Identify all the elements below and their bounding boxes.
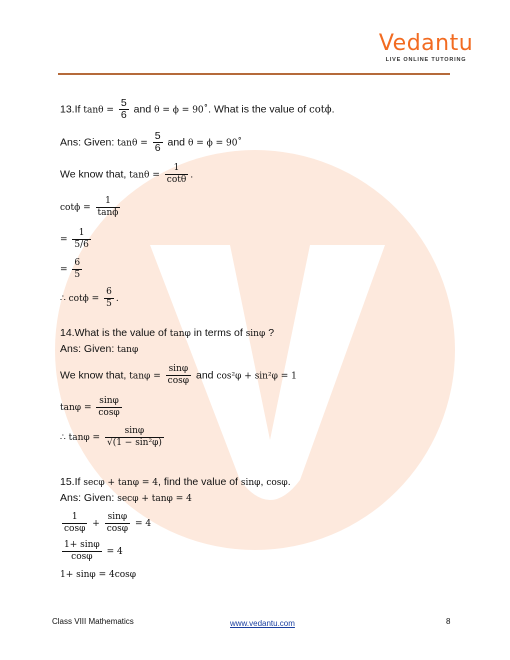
q14-k-den: cosφ [167, 376, 190, 386]
q14-given: tanφ [117, 345, 139, 355]
q14-answer-label: Ans: Given: [60, 343, 115, 355]
q13-s2-num: 1 [78, 228, 85, 238]
footer-website-link[interactable]: www.vedantu.com [230, 619, 295, 628]
q15-s1-b-num: sinφ [107, 512, 128, 522]
q14-s2-den: √(1 − sin²φ) [106, 438, 162, 448]
q13-s1-num: 1 [105, 196, 111, 206]
q14-question [60, 327, 274, 340]
q13-ans-and: and [167, 136, 186, 149]
q14-tan: tanφ [169, 329, 191, 339]
q13-ans-num: 5 [154, 130, 161, 142]
q13-num: 5 [120, 97, 127, 109]
q13-answer-given [60, 131, 242, 154]
header-rule [58, 73, 450, 75]
q13-s2-den: 5/6 [74, 240, 89, 250]
q13-know-eq: tanθ = [129, 170, 160, 181]
q14-s1-num: sinφ [99, 396, 119, 406]
q15-step-2 [60, 540, 123, 563]
q13-ask: . What is the value of [208, 103, 307, 116]
q13-know: We know that, tanθ = $\frac{1}{\cot\theta}$ . [60, 163, 194, 185]
q15-given: secφ + tanφ = 4 [117, 494, 192, 504]
know-label: We know that, [60, 168, 127, 181]
vedantu-logo [372, 32, 480, 63]
q13-step-1 [60, 196, 122, 219]
q14-k-lhs: tanφ = [129, 371, 161, 382]
q13-s3-den: 5 [74, 270, 81, 280]
q15-eq: secφ + tanφ = 4 [83, 478, 158, 488]
q13-question [60, 98, 335, 121]
q15-end: . [287, 476, 291, 488]
q15-s2-rhs: = 4 [106, 547, 123, 557]
q15-mid: , find the value of [157, 476, 238, 488]
q14-s2-fraction [105, 426, 164, 449]
q15-s2-fraction [62, 540, 102, 563]
q13-know-num: 1 [173, 163, 180, 173]
q13-s4-num: 6 [106, 287, 112, 297]
q13-number: 13.If [60, 103, 81, 116]
q13-s4-dot: . [115, 294, 119, 304]
q14-mid: in terms of [193, 327, 243, 339]
q14-and: and [195, 369, 214, 382]
footer-class-label: Class VIII Mathematics [52, 617, 134, 626]
q13-s3-fraction [72, 258, 82, 281]
q15-s1-rhs: = 4 [134, 519, 152, 529]
q14-identity: cos²φ + sin²φ = 1 [216, 371, 297, 382]
q13-s3-lhs: = [60, 265, 68, 275]
footer-link-wrap [230, 619, 295, 628]
q15-answer-label: Ans: Given: [60, 492, 115, 504]
q13-conclusion [60, 287, 119, 310]
q13-s4-den: 5 [106, 299, 112, 309]
q15-question [60, 476, 291, 489]
q13-s1-den: tanϕ [97, 208, 119, 218]
q14-sin: sinφ [245, 329, 266, 339]
q15-s1-a-den: cosφ [64, 524, 86, 534]
q15-s1-fraction-a [62, 512, 87, 535]
answer-label: Ans: Given: [60, 136, 115, 149]
brand-name: Vedantu [378, 31, 474, 56]
q14-s1-lhs: tanφ = [60, 403, 92, 413]
q13-s3-num: 6 [74, 258, 81, 268]
q13-target: cotϕ [309, 104, 332, 116]
brand-tagline: LIVE ONLINE TUTORING [385, 57, 467, 63]
q13-know-den: cotθ [166, 175, 187, 185]
q13-ans-cond: θ = ϕ = 90˚ [187, 138, 242, 149]
q13-s2-fraction [72, 228, 90, 251]
q15-s1-b-den: cosφ [106, 524, 129, 534]
q14-know-label: We know that, [60, 369, 127, 382]
q14-s1-fraction [96, 396, 121, 419]
q15-s2-num: 1+ sinφ [64, 540, 100, 550]
q14-end: ? [268, 327, 275, 339]
q15-answer-given [60, 492, 192, 505]
q13-s1-lhs: cotϕ = [60, 203, 91, 213]
q13-and: and [133, 103, 152, 116]
q15-s1-fraction-b [105, 512, 130, 535]
q14-conclusion [60, 426, 166, 449]
q15-s2-den: cosφ [62, 551, 102, 563]
q13-step-2 [60, 228, 93, 251]
q13-step-3 [60, 258, 84, 281]
q13-s2-lhs: = [60, 235, 68, 245]
q15-s1-a-num: 1 [71, 512, 78, 522]
q13-ans-fraction [153, 131, 163, 154]
q13-s4-fraction [104, 287, 114, 310]
q14-answer-given [60, 343, 138, 356]
q15-comma: , [260, 476, 264, 488]
q14-s1-den: cosφ [98, 408, 120, 418]
q13-dot: . [331, 103, 335, 116]
q13-ans-den: 6 [154, 142, 161, 154]
q13-ans-tan: tanθ = [117, 138, 148, 149]
q13-fraction [119, 98, 129, 121]
q15-step-1 [60, 512, 151, 535]
q13-den: 6 [120, 109, 127, 121]
q14-prefix: 14.What is the value of [60, 327, 167, 339]
q14-step-1 [60, 396, 124, 419]
q15-s1-plus: + [92, 519, 100, 529]
q13-condition: θ = ϕ = 90˚ [154, 105, 209, 116]
q14-s2-num: sinφ [124, 426, 145, 436]
q15-sin: sinφ [240, 478, 261, 488]
q13-know-fraction [165, 163, 189, 186]
q13-s4-lhs: ∴ cotϕ = [60, 294, 100, 304]
q13-s1-fraction [96, 196, 121, 219]
q15-cos: cosφ [266, 478, 288, 488]
q15-step-3: 1+ sinφ = 4cosφ [60, 570, 137, 580]
q14-k-num: sinφ [168, 364, 189, 374]
q15-prefix: 15.If [60, 476, 81, 488]
q13-tan: tanθ = [83, 105, 114, 116]
q14-s2-lhs: ∴ tanφ = [60, 433, 101, 443]
q14-k-fraction [166, 364, 191, 387]
page-number: 8 [446, 617, 451, 626]
q14-know [60, 364, 297, 387]
